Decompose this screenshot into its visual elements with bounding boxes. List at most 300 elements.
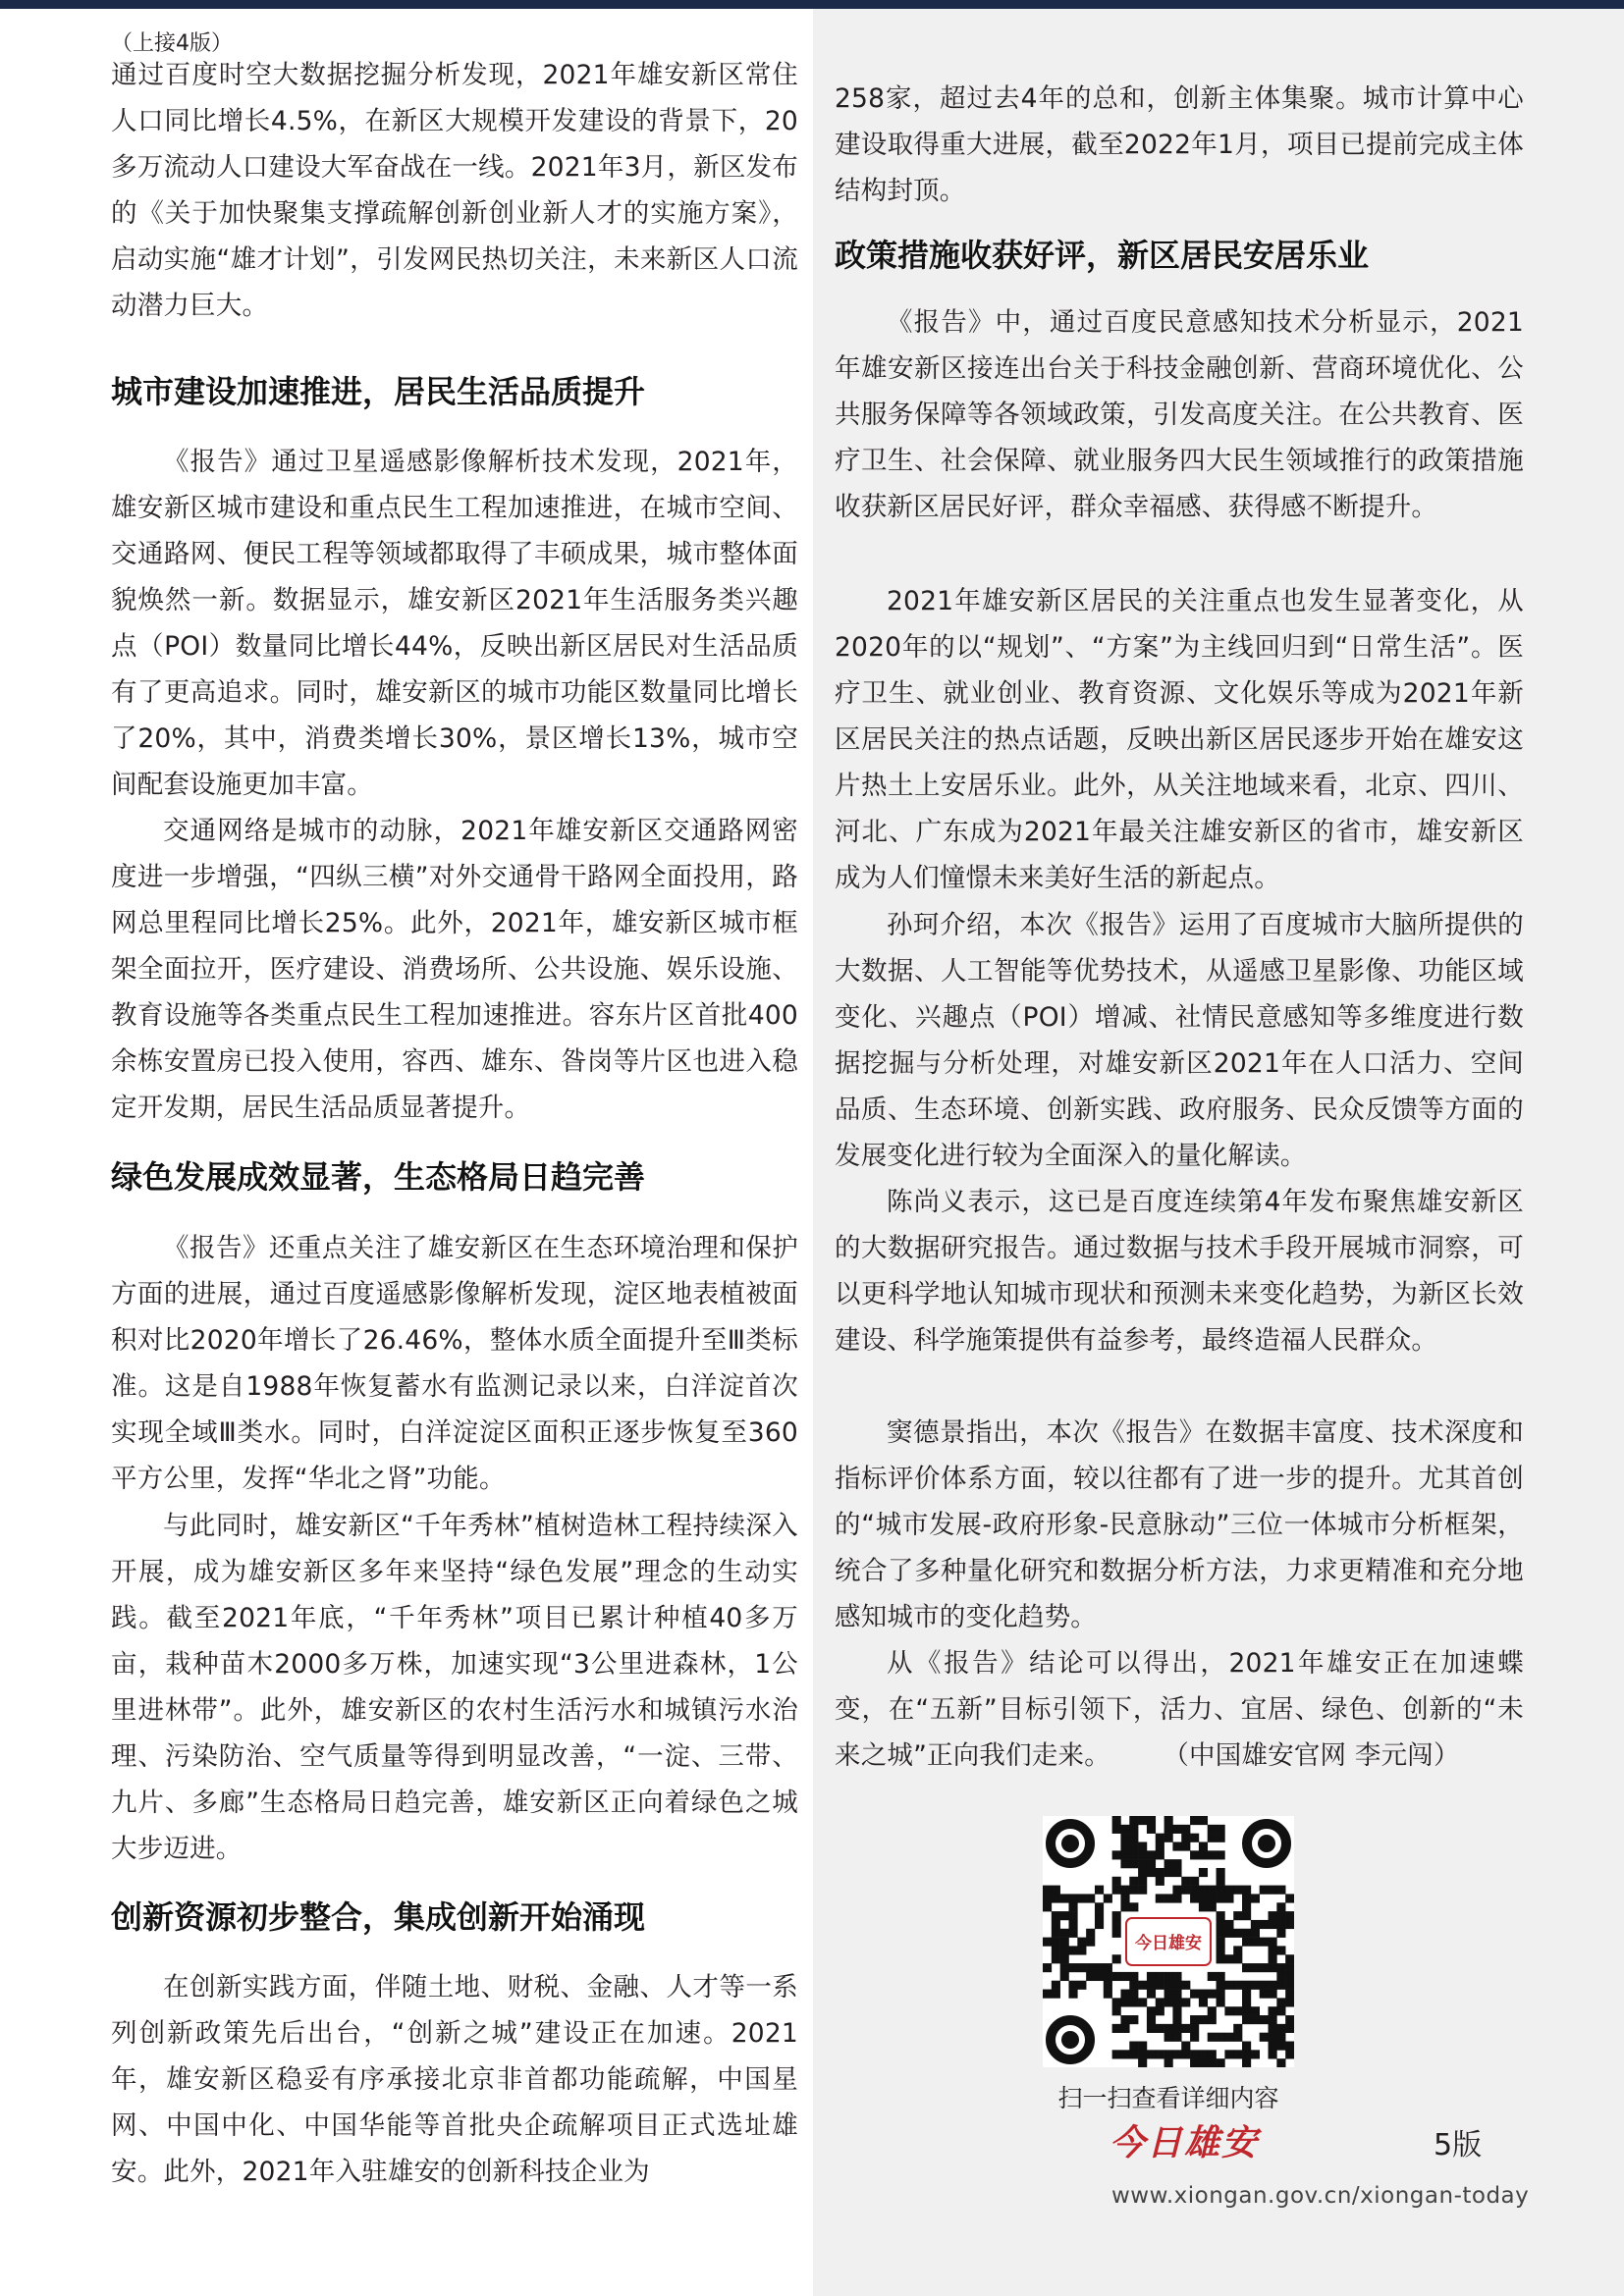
qr-module [1120,1825,1129,1834]
qr-module [1060,1963,1069,1972]
qr-module [1251,1929,1260,1938]
qr-module [1190,1886,1199,1895]
qr-module [1233,2024,1242,2033]
qr-module [1269,2042,1277,2051]
qr-module [1208,2050,1217,2058]
qr-module [1147,2006,1156,2015]
qr-module [1147,1816,1156,1825]
paragraph-urban-construction: 《报告》通过卫星遥感影像解析技术发现，2021年，雄安新区城市建设和重点民生工程加速推进，在城市空间、交通路网、便民工程等领域都取得了丰硕成果，城市整体面貌焕然一新。数据显示，雄安新区2021年生活服务类兴趣点（POI）数量同比增长44%，反映出新区居民对生活品质有了更高追求。同时，雄安新区的城市功能区数量同比增长了20%，其中，消费类增长30%，景区增长13%，城市空间配套设施更加丰富。 [111,447,798,800]
qr-module [1199,1842,1208,1850]
qr-module [1217,1920,1225,1929]
qr-module [1120,1886,1129,1895]
qr-module [1233,1929,1242,1938]
qr-module [1120,2050,1129,2058]
qr-module [1147,1850,1156,1859]
paragraph-transport-network: 交通网络是城市的动脉，2021年雄安新区交通路网密度进一步增强，“四纵三横”对外交通骨干路网全面投用，路网总里程同比增长25%。此外，2021年，雄安新区城市框架全面拉开，医疗建设、消费场所、公共设施、娱乐设施、教育设施等各类重点民生工程加速推进。容东片区首批400余栋安置房已投入使用，容西、雄东、昝岗等片区也进入稳定开发期，居民生活品质显著提升。 [111,816,798,1123]
qr-module [1095,1902,1104,1911]
qr-module [1181,1834,1190,1842]
qr-module [1043,1894,1052,1902]
paragraph-resident-focus: 2021年雄安新区居民的关注重点也发生显著变化，从2020年的以“规划”、“方案”为主线回归到“日常生活”。医疗卫生、就业创业、教育资源、文化娱乐等成为2021年新区居民关注的热点话题，反映出新区居民逐步开始在雄安这片热土上安居乐业。此外，从关注地域来看，北京、四川、河北、广东成为2021年最关注雄安新区的省市，雄安新区成为人们憧憬未来美好生活的新起点。 [835,586,1524,893]
qr-module [1208,1894,1217,1902]
qr-module [1217,1981,1225,1990]
qr-module [1217,2033,1225,2042]
qr-module [1224,1981,1233,1990]
qr-module [1224,2033,1233,2042]
qr-module [1052,1954,1060,1963]
qr-module [1269,2050,1277,2058]
qr-module [1242,1938,1251,1947]
qr-module [1104,1972,1112,1981]
qr-module [1269,1886,1277,1895]
qr-module [1285,1972,1294,1981]
qr-module [1190,2058,1199,2067]
qr-module [1156,1850,1164,1859]
qr-module [1217,1954,1225,1963]
qr-module [1208,2058,1217,2067]
qr-module [1147,1981,1156,1990]
qr-module [1043,1886,1052,1895]
qr-module [1138,2042,1147,2051]
qr-module [1129,1886,1138,1895]
qr-module [1095,1886,1104,1895]
qr-module [1181,2024,1190,2033]
qr-module [1095,1963,1104,1972]
qr-module [1043,1902,1052,1911]
qr-module [1260,2033,1269,2042]
qr-module [1242,2058,1251,2067]
qr-module [1172,2024,1181,2033]
qr-module [1199,2015,1208,2024]
qr-module [1224,1920,1233,1929]
qr-module [1164,2024,1173,2033]
qr-module [1251,1920,1260,1929]
qr-module [1233,1946,1242,1954]
qr-module [1156,1998,1164,2006]
section-heading-innovation: 创新资源初步整合，集成创新开始涌现 [111,1898,646,1936]
qr-module [1052,1929,1060,1938]
qr-module [1208,2015,1217,2024]
qr-module [1164,1859,1173,1868]
qr-module [1208,1972,1217,1981]
qr-module [1208,1850,1217,1859]
qr-module [1242,1911,1251,1920]
qr-module [1129,1816,1138,1825]
qr-module [1129,1859,1138,1868]
qr-module [1199,1894,1208,1902]
qr-module [1269,1920,1277,1929]
qr-module [1164,1825,1173,1834]
qr-module [1156,1868,1164,1877]
qr-module [1068,1990,1077,1999]
qr-module [1120,2024,1129,2033]
qr-module [1260,2015,1269,2024]
qr-module [1242,1894,1251,1902]
qr-module [1129,1842,1138,1850]
qr-module [1242,1990,1251,1999]
qr-module [1251,1938,1260,1947]
qr-module [1060,1929,1069,1938]
qr-module [1285,1998,1294,2006]
qr-module [1217,2058,1225,2067]
qr-module [1199,1998,1208,2006]
qr-module [1112,1929,1121,1938]
paragraph-conclusion [835,1640,1524,1779]
qr-module [1112,1886,1121,1895]
qr-module [1224,2050,1233,2058]
qr-module [1129,1850,1138,1859]
qr-module [1285,2042,1294,2051]
qr-module [1269,2015,1277,2024]
qr-module [1138,1816,1147,1825]
qr-module [1129,2050,1138,2058]
qr-module [1104,1990,1112,1999]
qr-module [1104,1963,1112,1972]
qr-module [1052,1990,1060,1999]
qr-module [1276,1911,1285,1920]
qr-module [1112,2006,1121,2015]
qr-module [1233,1981,1242,1990]
qr-module [1190,2033,1199,2042]
qr-module [1190,2024,1199,2033]
qr-module [1112,1877,1121,1886]
qr-module [1138,1981,1147,1990]
qr-module [1224,1886,1233,1895]
qr-module [1164,1868,1173,1877]
qr-module [1199,1816,1208,1825]
qr-module [1172,1825,1181,1834]
qr-module [1112,1850,1121,1859]
qr-module [1217,1990,1225,1999]
qr-module [1199,1886,1208,1895]
qr-module [1251,2006,1260,2015]
qr-module [1276,1972,1285,1981]
qr-module [1068,1894,1077,1902]
qr-module [1164,1834,1173,1842]
qr-module [1276,1998,1285,2006]
qr-module [1120,1998,1129,2006]
qr-module [1181,1981,1190,1990]
qr-module [1242,2042,1251,2051]
qr-module [1086,1963,1095,1972]
qr-module [1199,1868,1208,1877]
qr-caption: 扫一扫查看详细内容 [1057,2084,1279,2112]
qr-module [1095,1972,1104,1981]
qr-module [1269,1911,1277,1920]
qr-module [1208,1990,1217,1999]
qr-module [1068,1963,1077,1972]
qr-module [1138,1998,1147,2006]
qr-module [1208,1834,1217,1842]
qr-module [1172,2006,1181,2015]
qr-module [1156,2006,1164,2015]
qr-module [1156,2024,1164,2033]
qr-module [1138,1886,1147,1895]
qr-module [1217,1834,1225,1842]
qr-module [1285,1911,1294,1920]
qr-module [1276,1920,1285,1929]
qr-module [1260,1963,1269,1972]
qr-module [1285,2024,1294,2033]
qr-module [1224,1929,1233,1938]
qr-module [1164,1972,1173,1981]
qr-module [1112,1954,1121,1963]
qr-module [1052,1938,1060,1947]
qr-module [1068,1920,1077,1929]
paragraph-sun-ke: 孙珂介绍，本次《报告》运用了百度城市大脑所提供的大数据、人工智能等优势技术，从遥感卫星影像、功能区域变化、兴趣点（POI）增减、社情民意感知等多维度进行数据挖掘与分析处理，对雄安新区2021年在人口活力、空间品质、生态环境、创新实践、政府服务、民众反馈等方面的发展变化进行较为全面深入的量化解读。 [835,910,1524,1171]
qr-module [1285,1963,1294,1972]
qr-module [1129,1877,1138,1886]
paragraph-ecology: 《报告》还重点关注了雄安新区在生态环境治理和保护方面的进展，通过百度遥感影像解析发现，淀区地表植被面积对比2020年增长了26.46%，整体水质全面提升至Ⅲ类标准。这是自1988年恢复蓄水有监测记录以来，白洋淀首次实现全域Ⅲ类水。同时，白洋淀淀区面积正逐步恢复至360平方公里，发挥“华北之肾”功能。 [111,1233,798,1494]
page-number: 5版 [1434,2128,1483,2163]
qr-module [1147,1868,1156,1877]
qr-module [1208,2033,1217,2042]
qr-module [1269,2024,1277,2033]
qr-module [1251,1981,1260,1990]
qr-module [1172,1998,1181,2006]
paragraph-population: 通过百度时空大数据挖掘分析发现，2021年雄安新区常住人口同比增长4.5%，在新区大规模开发建设的背景下，20多万流动人口建设大军奋战在一线。2021年3月，新区发布的《关于加快聚集支撑疏解创新创业新人才的实施方案》，启动实施“雄才计划”，引发网民热切关注，未来新区人口流动潜力巨大。 [111,60,798,321]
qr-module [1172,1894,1181,1902]
qr-module [1147,1990,1156,1999]
qr-module [1172,2050,1181,2058]
qr-module [1112,1911,1121,1920]
qr-module [1217,1825,1225,1834]
qr-module [1077,1938,1086,1947]
qr-module [1112,1998,1121,2006]
qr-module [1260,1990,1269,1999]
qr-module [1052,1981,1060,1990]
qr-code-graphic [1043,1816,1294,2067]
qr-module [1217,1911,1225,1920]
qr-module [1147,1859,1156,1868]
qr-module [1242,1886,1251,1895]
qr-code[interactable] [1043,1816,1294,2067]
qr-module [1129,1834,1138,1842]
qr-module [1260,1920,1269,1929]
qr-module [1199,1850,1208,1859]
qr-module [1233,1954,1242,1963]
qr-module [1147,1825,1156,1834]
qr-module [1251,1894,1260,1902]
qr-module [1285,1954,1294,1963]
qr-module [1217,1972,1225,1981]
qr-module [1276,1902,1285,1911]
qr-module [1269,1946,1277,1954]
qr-module [1052,1946,1060,1954]
qr-module [1138,1859,1147,1868]
qr-module [1190,2015,1199,2024]
qr-module [1164,2033,1173,2042]
qr-module [1147,1972,1156,1981]
qr-module [1164,1816,1173,1825]
qr-module [1233,2006,1242,2015]
qr-module [1120,2015,1129,2024]
qr-module [1208,1902,1217,1911]
qr-module [1172,2033,1181,2042]
qr-module [1060,1911,1069,1920]
qr-module [1269,1963,1277,1972]
qr-module [1190,1850,1199,1859]
qr-module [1112,2050,1121,2058]
qr-module [1086,1972,1095,1981]
qr-module [1260,1886,1269,1895]
qr-module [1181,1998,1190,2006]
qr-module [1276,2042,1285,2051]
paragraph-chen-shangyi: 陈尚义表示，这已是百度连续第4年发布聚焦雄安新区的大数据研究报告。通过数据与技术手段开展城市洞察，可以更科学地认知城市现状和预测未来变化趋势，为新区长效建设、科学施策提供有益参考，最终造福人民群众。 [835,1187,1524,1356]
qr-module [1060,1894,1069,1902]
qr-module [1181,2042,1190,2051]
qr-module [1138,1868,1147,1877]
qr-module [1164,1894,1173,1902]
qr-module [1172,1972,1181,1981]
qr-module [1217,1850,1225,1859]
qr-module [1199,2050,1208,2058]
section-heading-policy: 政策措施收获好评，新区居民安居乐业 [835,237,1370,274]
qr-module [1086,1929,1095,1938]
qr-module [1181,1825,1190,1834]
qr-module [1242,1998,1251,2006]
qr-module [1060,1938,1069,1947]
qr-module [1172,2015,1181,2024]
qr-module [1217,1946,1225,1954]
qr-module [1276,1929,1285,1938]
paragraph-innovation: 在创新实践方面，伴随土地、财税、金融、人才等一系列创新政策先后出台，“创新之城”建设正在加速。2021年，雄安新区稳妥有序承接北京非首都功能疏解，中国星网、中国中化、中国华能等首批央企疏解项目正式选址雄安。此外，2021年入驻雄安的创新科技企业为 [111,1972,798,2187]
qr-module [1181,2050,1190,2058]
qr-module [1095,1920,1104,1929]
qr-module [1112,1920,1121,1929]
qr-module [1172,1859,1181,1868]
qr-module [1086,1938,1095,1947]
qr-module [1138,2050,1147,2058]
qr-module [1120,1972,1129,1981]
qr-module [1260,1981,1269,1990]
qr-module [1269,2006,1277,2015]
qr-module [1285,1990,1294,1999]
qr-module [1147,2024,1156,2033]
masthead-logo: 今日雄安 [1110,2122,1260,2163]
qr-module [1120,1859,1129,1868]
qr-module [1181,1842,1190,1850]
qr-module [1138,1850,1147,1859]
qr-module [1242,1929,1251,1938]
qr-module [1242,2006,1251,2015]
qr-module [1120,1894,1129,1902]
qr-module [1052,1920,1060,1929]
qr-module [1172,1981,1181,1990]
qr-module [1217,1938,1225,1947]
qr-module [1043,1938,1052,1947]
qr-module [1242,1963,1251,1972]
qr-module [1233,2033,1242,2042]
qr-module [1077,1894,1086,1902]
qr-module [1269,1981,1277,1990]
qr-module [1086,1894,1095,1902]
qr-module [1217,1886,1225,1895]
qr-module [1269,1990,1277,1999]
continued-from-label: （上接4版） [111,31,233,56]
qr-module [1217,1998,1225,2006]
qr-module [1276,2058,1285,2067]
qr-module [1068,1981,1077,1990]
qr-module [1129,1825,1138,1834]
qr-module [1112,2024,1121,2033]
section-heading-urban-construction: 城市建设加速推进，居民生活品质提升 [111,373,646,410]
qr-module [1172,1842,1181,1850]
qr-module [1199,1902,1208,1911]
qr-module [1138,1842,1147,1850]
qr-module [1251,2050,1260,2058]
qr-module [1156,1972,1164,1981]
qr-module [1156,1834,1164,1842]
qr-module [1060,1972,1069,1981]
qr-module [1068,1902,1077,1911]
qr-module [1164,1981,1173,1990]
qr-module [1285,1894,1294,1902]
qr-module [1285,1981,1294,1990]
qr-module [1276,1981,1285,1990]
qr-module [1068,1911,1077,1920]
qr-module [1199,1990,1208,1999]
qr-module [1068,1929,1077,1938]
qr-module [1104,1894,1112,1902]
qr-module [1190,1990,1199,1999]
qr-module [1190,2050,1199,2058]
qr-module [1269,2033,1277,2042]
qr-module [1138,2058,1147,2067]
qr-module [1233,1886,1242,1895]
qr-module [1242,1902,1251,1911]
website-url[interactable]: www.xiongan.gov.cn/xiongan-today [1111,2183,1530,2209]
qr-module [1276,2006,1285,2015]
qr-module [1242,1981,1251,1990]
qr-module [1233,1911,1242,1920]
qr-module [1129,1972,1138,1981]
qr-module [1276,1886,1285,1895]
qr-module [1208,2006,1217,2015]
qr-module [1156,1981,1164,1990]
qr-module [1129,1902,1138,1911]
qr-module [1181,1886,1190,1895]
paragraph-innovation-continued: 258家，超过去4年的总和，创新主体集聚。城市计算中心建设取得重大进展，截至2022年1月，项目已提前完成主体结构封顶。 [835,83,1524,206]
qr-module [1156,2050,1164,2058]
qr-module [1129,2015,1138,2024]
qr-module [1276,1963,1285,1972]
top-bar [0,0,1624,9]
qr-module [1060,1954,1069,1963]
qr-module [1104,1981,1112,1990]
qr-module [1208,1886,1217,1895]
qr-module [1077,1963,1086,1972]
qr-module [1043,1990,1052,1999]
qr-module [1190,1894,1199,1902]
qr-module [1147,2050,1156,2058]
qr-module [1068,1946,1077,1954]
qr-module [1156,1894,1164,1902]
qr-module [1208,1825,1217,1834]
qr-module [1077,1946,1086,1954]
qr-module [1052,1886,1060,1895]
qr-module [1120,1834,1129,1842]
paragraph-forest-project: 与此同时，雄安新区“千年秀林”植树造林工程持续深入开展，成为雄安新区多年来坚持“绿色发展”理念的生动实践。截至2021年底，“千年秀林”项目已累计种植40多万亩，栽种苗木2000多万株，加速实现“3公里进森林，1公里进林带”。此外，雄安新区的农村生活污水和城镇污水治理、污染防治、空气质量等得到明显改善，“一淀、三带、九片、多廊”生态格局日趋完善，雄安新区正向着绿色之城大步迈进。 [111,1511,798,1864]
qr-module [1129,1990,1138,1999]
qr-module [1217,1868,1225,1877]
qr-module [1129,2042,1138,2051]
qr-module [1120,1990,1129,1999]
qr-module [1285,2015,1294,2024]
qr-module [1242,2015,1251,2024]
qr-module [1285,2050,1294,2058]
qr-module [1129,1998,1138,2006]
conclusion-text: 从《报告》结论可以得出，2021年雄安正在加速蝶变，在“五新”目标引领下，活力、宜居、绿色、创新的“未来之城”正向我们走来。 [835,1648,1524,1771]
